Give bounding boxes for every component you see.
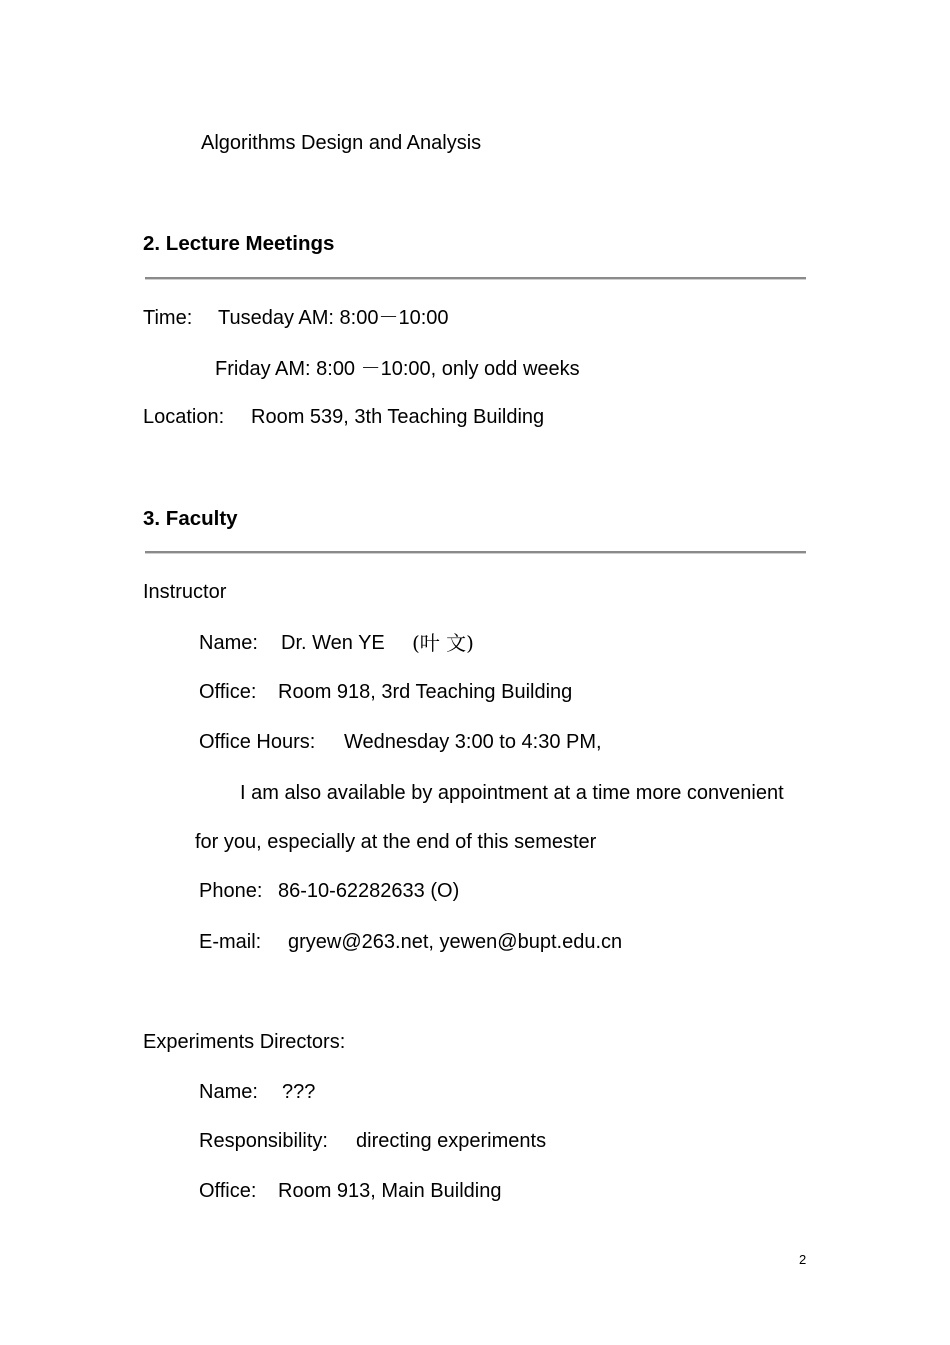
instructor-office-label: Office:: [199, 681, 257, 703]
instructor-name-label: Name:: [199, 632, 258, 654]
time-value-tuesday: Tuseday AM: 8:00－10:00: [218, 307, 449, 329]
office-hours-value: Wednesday 3:00 to 4:30 PM,: [344, 731, 602, 753]
section-divider: [145, 277, 806, 280]
email-value: gryew@263.net, yewen@bupt.edu.cn: [288, 931, 623, 953]
email-label: E-mail:: [199, 931, 262, 953]
section-heading-faculty: 3. Faculty: [143, 507, 238, 530]
time-value-friday: Friday AM: 8:00 －10:00, only odd weeks: [215, 358, 580, 380]
office-hours-label: Office Hours:: [199, 731, 316, 753]
location-value: Room 539, 3th Teaching Building: [251, 406, 545, 428]
instructor-label: Instructor: [143, 581, 227, 603]
responsibility-label: Responsibility:: [199, 1130, 328, 1152]
instructor-office-value: Room 918, 3rd Teaching Building: [278, 681, 573, 703]
instructor-name-chinese: (叶 文): [412, 631, 474, 655]
director-office-label: Office:: [199, 1180, 257, 1202]
course-title: Algorithms Design and Analysis: [201, 132, 482, 154]
responsibility-value: directing experiments: [356, 1130, 547, 1152]
availability-note-line-1: I am also available by appointment at a time more convenient: [240, 782, 784, 804]
instructor-name-value: Dr. Wen YE: [281, 632, 385, 654]
director-name-label: Name:: [199, 1081, 258, 1103]
section-divider: [145, 551, 806, 554]
phone-label: Phone:: [199, 880, 263, 902]
director-office-value: Room 913, Main Building: [278, 1180, 502, 1202]
page-number: 2: [799, 1252, 807, 1267]
location-label: Location:: [143, 406, 225, 428]
availability-note-line-2: for you, especially at the end of this semester: [195, 831, 597, 853]
time-label: Time:: [143, 307, 193, 329]
section-heading-lecture-meetings: 2. Lecture Meetings: [143, 232, 335, 255]
experiments-directors-heading: Experiments Directors:: [143, 1031, 346, 1053]
phone-value: 86-10-62282633 (O): [278, 880, 460, 902]
director-name-value: ???: [282, 1081, 316, 1103]
